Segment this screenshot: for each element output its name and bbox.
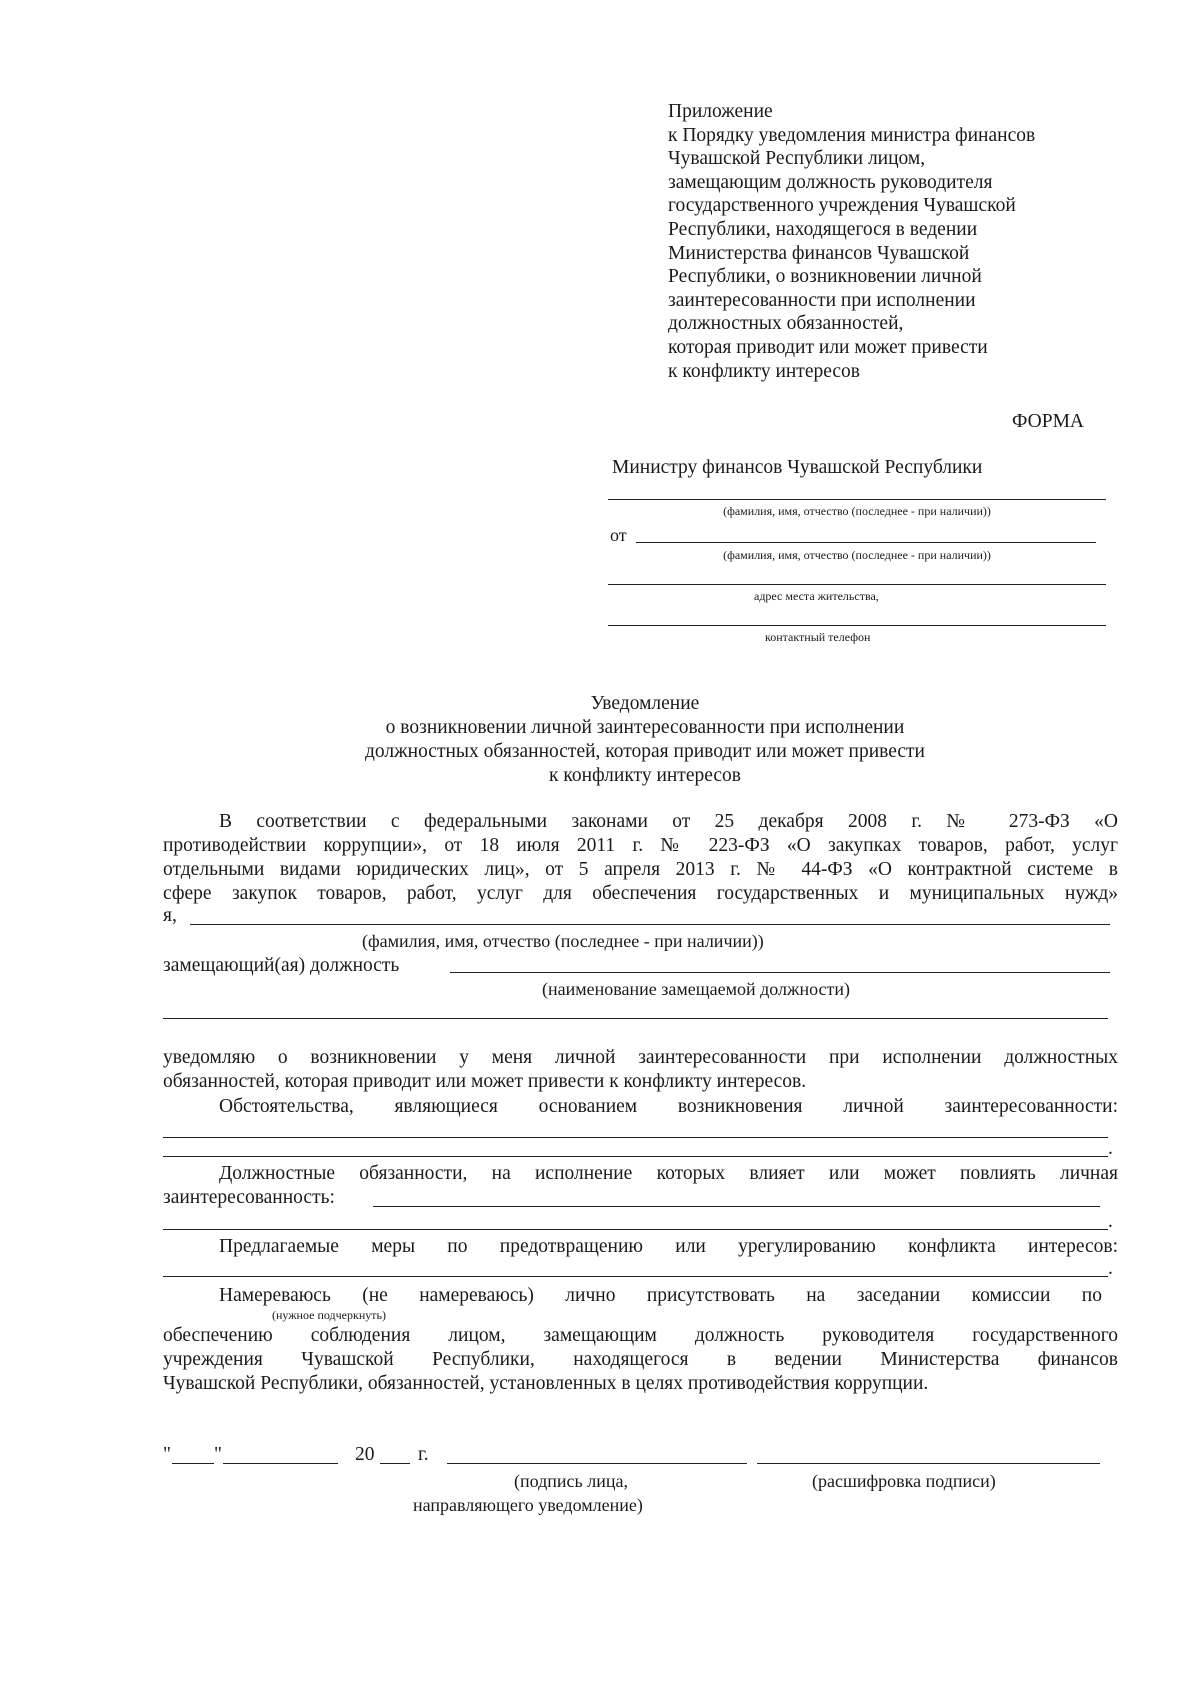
position-line: [450, 972, 1110, 973]
notify-line-0: уведомляю о возникновении у меня личной заинтересованности при исполнении должностных: [163, 1047, 1118, 1068]
addressee-hint-phone: контактный телефон: [765, 630, 871, 644]
circumstances-line-2: [163, 1156, 1108, 1157]
circumstances-line-1: [163, 1137, 1108, 1138]
addressee-from-prefix: от: [610, 525, 627, 545]
intend-line-0: обеспечению соблюдения лицом, замещающим должность руководителя государственного: [163, 1325, 1118, 1346]
intro-line-3: сфере закупок товаров, работ, услуг для обеспечения государственных и муниципальных нужд»: [163, 883, 1118, 904]
decode-line: [757, 1463, 1100, 1464]
title-line-0: Уведомление: [590, 693, 700, 714]
addressee-hint-address: адрес места жительства,: [754, 589, 879, 603]
measures-text: Предлагаемые меры по предотвращению или урегулированию конфликта интересов:: [219, 1236, 1118, 1257]
title-line-1: о возникновении личной заинтересованности при исполнении: [385, 717, 905, 738]
appendix-line-1: к Порядку уведомления министра финансов: [668, 124, 1036, 146]
intro-line-0: В соответствии с федеральными законами от 25 декабря 2008 г. № 273-ФЗ «О: [219, 811, 1118, 832]
hint-signature-2: направляющего уведомление): [413, 1495, 643, 1515]
date-year-suffix: г.: [418, 1444, 429, 1465]
appendix-line-5: Республики, находящегося в ведении: [668, 218, 978, 240]
appendix-line-4: государственного учреждения Чувашской: [668, 195, 1016, 217]
addressee-hint-fio-2: (фамилия, имя, отчество (последнее - при наличии)): [723, 548, 991, 562]
intro-line-1: противодействии коррупции», от 18 июля 2011 г. № 223-ФЗ «О закупках товаров, работ, услуг: [163, 835, 1118, 856]
hint-fio: (фамилия, имя, отчество (последнее - при наличии)): [362, 931, 764, 951]
appendix-line-3: замещающим должность руководителя: [668, 171, 993, 193]
addressee-line-2: [636, 542, 1096, 543]
appendix-line-10: которая приводит или может привести: [668, 336, 988, 358]
measures-dot: .: [1108, 1258, 1113, 1279]
date-month-line: [223, 1463, 338, 1464]
appendix-line-9: должностных обязанностей,: [668, 313, 904, 335]
notify-paragraph: [163, 1046, 1118, 1094]
appendix-line-8: заинтересованности при исполнении: [668, 289, 976, 311]
hint-signature-1: (подпись лица,: [514, 1471, 628, 1491]
appendix-line-11: к конфликту интересов: [668, 360, 860, 382]
intend-line-1: учреждения Чувашской Республики, находящегося в ведении Министерства финансов: [163, 1349, 1118, 1370]
addressee-line-3: [608, 584, 1106, 585]
addressee-to: Министру финансов Чувашской Республики: [612, 457, 983, 478]
intro-line-2: отдельными видами юридических лиц», от 5 апреля 2013 г. № 44-ФЗ «О контрактной системе в: [163, 859, 1118, 880]
position-prefix: замещающий(ая) должность: [163, 955, 400, 976]
duties-line: [373, 1206, 1100, 1207]
intend-line1: Намереваюсь (не намереваюсь) лично присутствовать на заседании комиссии по: [219, 1285, 1102, 1306]
addressee-line-1: [608, 499, 1106, 500]
hint-decode: (расшифровка подписи): [812, 1471, 996, 1491]
notice-title: [160, 692, 1130, 788]
appendix-line-7: Республики, о возникновении личной: [668, 266, 982, 288]
intend-paragraph: [163, 1324, 1118, 1396]
measures-line: [163, 1276, 1108, 1277]
date-quote-open: ": [163, 1444, 171, 1465]
date-quote-close: ": [214, 1444, 222, 1465]
duties-line1: Должностные обязанности, на исполнение которых влияет или может повлиять личная: [219, 1163, 1118, 1184]
notify-line-1: обязанностей, которая приводит или может привести к конфликту интересов.: [163, 1071, 807, 1092]
duties-line-2: [163, 1229, 1108, 1230]
fio-line: [190, 924, 1110, 925]
appendix-line-2: Чувашской Республики лицом,: [668, 148, 926, 170]
duties-prefix: заинтересованность:: [163, 1187, 335, 1208]
title-line-2: должностных обязанностей, которая приводит или может привести: [365, 741, 925, 762]
forma-label: ФОРМА: [1012, 411, 1084, 432]
hint-position: (наименование замещаемой должности): [542, 979, 851, 999]
appendix-line-0: Приложение: [668, 101, 773, 122]
date-year-line: [380, 1463, 410, 1464]
intend-line-2: Чувашской Республики, обязанностей, установленных в целях противодействия коррупции.: [163, 1373, 929, 1394]
circumstances-dot: .: [1108, 1138, 1113, 1159]
hint-underline: (нужное подчеркнуть): [272, 1308, 386, 1322]
duties-dot: .: [1108, 1211, 1113, 1232]
date-year-prefix: 20: [355, 1444, 375, 1465]
appendix-block: [668, 100, 1035, 383]
circumstances-text: Обстоятельства, являющиеся основанием возникновения личной заинтересованности:: [219, 1096, 1118, 1117]
appendix-lines: [668, 100, 1035, 383]
position-line-2: [163, 1018, 1108, 1019]
addressee-hint-fio-1: (фамилия, имя, отчество (последнее - при наличии)): [723, 504, 991, 518]
addressee-line-4: [608, 625, 1106, 626]
title-line-3: к конфликту интересов: [549, 765, 741, 786]
signature-line: [447, 1463, 747, 1464]
intro-paragraph: [163, 810, 1118, 906]
ya-prefix: я,: [163, 905, 177, 926]
appendix-line-6: Министерства финансов Чувашской: [668, 242, 970, 264]
date-day-line: [172, 1463, 214, 1464]
